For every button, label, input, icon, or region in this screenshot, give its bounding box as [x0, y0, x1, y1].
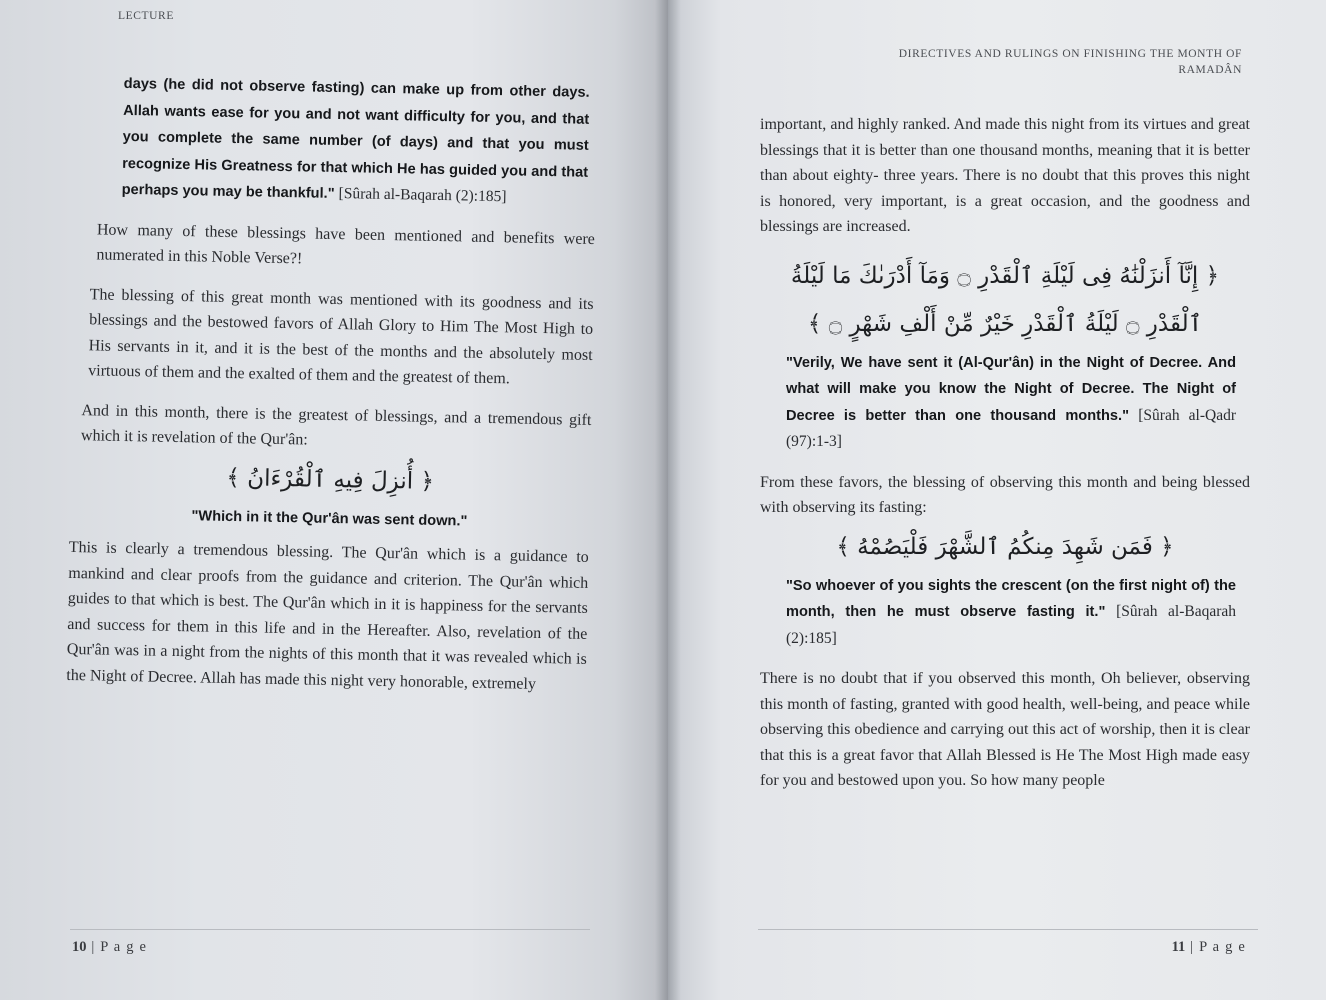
arabic-verse: ﴿ أُنزِلَ فِيهِ ٱلْقُرْءَانُ ﴾	[226, 464, 435, 495]
right-page-footer	[1172, 939, 1246, 956]
left-running-head: LECTURE	[118, 10, 174, 22]
running-head-line1: DIRECTIVES AND RULINGS ON FINISHING THE MONTH OF	[898, 48, 1242, 60]
quote-text: "Verily, We have sent it (Al-Qur'ân) in the Night of Decree. And what will make you know the Night of Decree. The Night of Decree is better than one thousand months."	[786, 354, 1236, 424]
arabic-verse-qadr-line2: ٱلْقَدْرِ ۝ لَيْلَةُ ٱلْقَدْرِ خَيْرٌ مِّنْ أَلْفِ شَهْرٍ ۝ ﴾	[807, 310, 1203, 337]
left-text-column	[66, 70, 598, 698]
arabic-verse-qadr-line1: ﴿ إِنَّآ أَنزَلْنَٰهُ فِى لَيْلَةِ ٱلْقَدْرِ ۝ وَمَآ أَدْرَىٰكَ مَا لَيْلَةُ	[790, 262, 1220, 289]
verse-translation: "Which in it the Qur'ân was sent down."	[191, 507, 468, 530]
book-gutter	[655, 0, 681, 1000]
paragraph-night-important: important, and highly ranked. And made this night from its virtues and great blessings that it is better than one thousand months, meaning that it is better than about eighty- three years. There is no doubt that this proves this night is honored, very important, is a great occasion, and the goodness and blessings are increased.	[760, 116, 1250, 235]
quran-quote-qadr	[760, 350, 1250, 456]
left-page-footer	[72, 939, 147, 956]
footer-rule	[758, 929, 1258, 930]
quran-quote-crescent	[760, 573, 1250, 653]
paragraph-favors: From these favors, the blessing of observing this month and being blessed with observing its fasting:	[760, 473, 1250, 516]
quote-text: days (he did not observe fasting) can make up from other days. Allah wants ease for you and not want difficulty for you, and that you complete the same number (of days) and that you must recognize His Greatness for that which He has guided you and that perhaps you may be thankful."	[121, 75, 590, 202]
paragraph-no-doubt: There is no doubt that if you observed this month, Oh believer, observing this month of fasting, granted with good health, well-being, and peace while observing this obedience and carrying out this act of worship, then it is clear that this is a great favor that Allah Blessed is He The Most High made easy for you and bestowed upon you. So how many people	[760, 670, 1250, 789]
right-text-column	[760, 112, 1250, 794]
page-label: | P a g e	[1190, 939, 1246, 955]
paragraph-greatest-blessing: And in this month, there is the greatest of blessings, and a tremendous gift which it is revelation of the Qur'ân:	[80, 401, 592, 449]
right-page	[668, 0, 1326, 1000]
quran-quote-baqarah	[75, 70, 597, 212]
footer-rule	[70, 929, 590, 930]
page-number: 11	[1171, 939, 1186, 955]
quote-reference: [Sûrah al-Baqarah (2):185]	[338, 185, 507, 206]
quote-text: "So whoever of you sights the crescent (on the first night of) the month, then he must observe fasting it."	[786, 577, 1236, 620]
quote-reference: [Sûrah al-Baqarah (2):185]	[786, 603, 1236, 647]
page-label: | P a g e	[91, 939, 148, 955]
running-head-line2: RAMADÂN	[1178, 64, 1242, 76]
right-running-head	[762, 46, 1242, 78]
quote-reference: [Sûrah al-Qadr (97):1-3]	[786, 406, 1236, 450]
paragraph-tremendous-blessing: This is clearly a tremendous blessing. The Qur'ân which is a guidance to mankind and clear proofs from the guidance and criterion. The Qur'ân which guides to that which is best. The Qur'ân which in it is happiness for the servants and success for them in this life and in the Hereafter. Also, revelation of the Qur'ân was in a night from the nights of this month that it was revealed which is the Night of Decree. Allah has made this night very honorable, extremely	[66, 538, 589, 693]
paragraph-blessings-question: How many of these blessings have been mentioned and benefits were numerated in this Noble Verse?!	[96, 220, 596, 268]
page-number: 10	[72, 939, 87, 955]
paragraph-great-month: The blessing of this great month was mentioned with its goodness and its blessings and the bestowed favors of Allah Glory to Him The Most High to His servants in it, and it is the best of the months and the absolutely most virtuous of them and the exalted of them and the greatest of them.	[88, 285, 594, 388]
arabic-verse-fasting: ﴿ فَمَن شَهِدَ مِنكُمُ ٱلشَّهْرَ فَلْيَصُمْهُ ﴾	[836, 533, 1174, 560]
